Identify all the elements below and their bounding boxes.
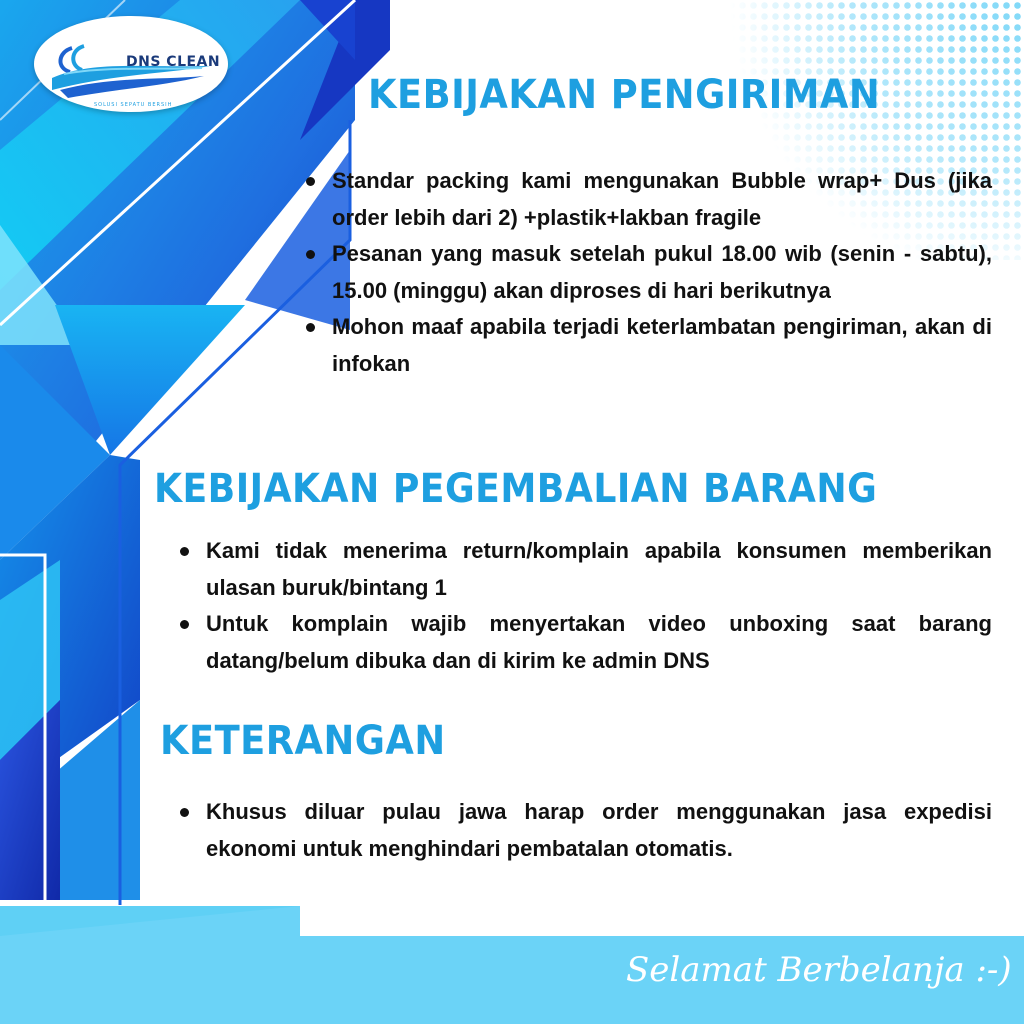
logo-name: DNS CLEAN — [126, 54, 221, 70]
dns-clean-logo — [34, 16, 228, 112]
return-policy-list — [176, 533, 992, 679]
shipping-policy-list — [302, 163, 992, 382]
notes-list — [176, 794, 992, 867]
shipping-policy-heading: KEBIJAKAN PENGIRIMAN — [368, 72, 881, 118]
list-item: Pesanan yang masuk setelah pukul 18.00 wib (senin - sabtu), 15.00 (minggu) akan diproses di hari berikutnya — [302, 236, 992, 309]
list-item: Untuk komplain wajib menyertakan video unboxing saat barang datang/belum dibuka dan di kirim ke admin DNS — [176, 606, 992, 679]
notes-heading: KETERANGAN — [160, 718, 446, 764]
logo-tagline: SOLUSI SEPATU BERSIH — [94, 102, 173, 108]
list-item: Mohon maaf apabila terjadi keterlambatan pengiriman, akan di infokan — [302, 309, 992, 382]
list-item: Standar packing kami mengunakan Bubble wrap+ Dus (jika order lebih dari 2) +plastik+lakban fragile — [302, 163, 992, 236]
list-item: Khusus diluar pulau jawa harap order menggunakan jasa expedisi ekonomi untuk menghindari pembatalan otomatis. — [176, 794, 992, 867]
list-item: Kami tidak menerima return/komplain apabila konsumen memberikan ulasan buruk/bintang 1 — [176, 533, 992, 606]
footer-greeting: Selamat Berbelanja :-) — [626, 950, 1012, 990]
return-policy-heading: KEBIJAKAN PEGEMBALIAN BARANG — [154, 466, 878, 512]
